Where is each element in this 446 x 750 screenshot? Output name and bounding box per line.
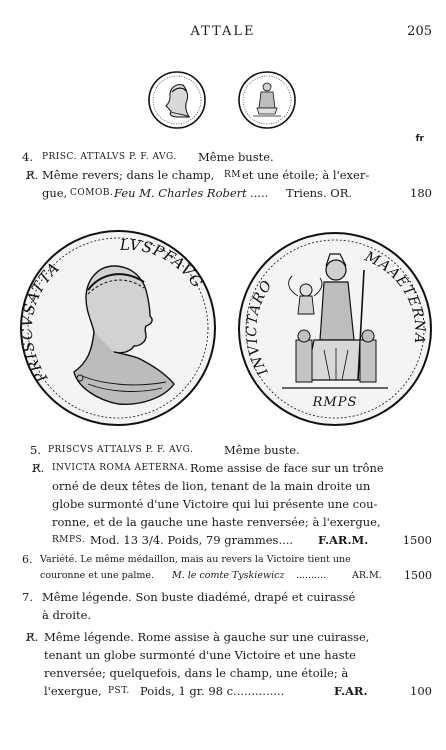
obverse-legend-left: PRISCVSATTA — [18, 258, 64, 386]
entry-description: Même buste. — [198, 150, 274, 164]
entry-4-line — [0, 148, 446, 166]
entry-4-reverse-line-1 — [0, 166, 446, 184]
grade-metal: F.AR. — [334, 684, 368, 698]
page-header-title: ATTALE — [190, 24, 256, 39]
reverse-legend-right: MAAETERNA — [362, 248, 428, 346]
obverse-legend: PRISCVS ATTALVS P. F. AVG. — [48, 445, 194, 455]
exergue-mark: PST. — [108, 686, 130, 696]
exergue-mark: RMPS. — [52, 535, 86, 545]
variety-text: couronne et une palme. — [40, 570, 155, 581]
entry-number: 6. — [22, 553, 33, 566]
reverse-text: globe surmonté d'une Victoire qui lui présente une cou- — [52, 497, 378, 511]
entry-description: Même buste. — [224, 443, 300, 457]
grade-metal: F.AR.M. — [318, 533, 369, 547]
entry-4-reverse-line-2 — [0, 184, 446, 202]
reverse-symbol: R̸. — [32, 461, 45, 475]
collection-owner: M. le comte Tyskiewicz — [172, 570, 285, 581]
field-mark: RM — [224, 170, 241, 180]
leader-dots: .......... — [296, 570, 327, 581]
reverse-symbol: R̸. — [26, 630, 39, 644]
margin-note: fr — [415, 134, 424, 144]
entry-7-reverse-line-3 — [0, 664, 446, 682]
obverse-description: à droite. — [42, 608, 92, 622]
variety-text: Variété. Le même médaillon, mais au revers la Victoire tient une — [40, 554, 351, 565]
medallion-reverse-image — [236, 230, 434, 428]
leader-dots: ..... — [250, 186, 269, 200]
entry-number: 5. — [30, 443, 41, 457]
reverse-legend-left: INVICTARO — [244, 277, 276, 379]
entry-7-line-1 — [0, 588, 446, 606]
obverse-description: Même légende. Son buste diadémé, drapé et cuirassé — [42, 590, 356, 604]
reverse-text: gue, — [42, 186, 68, 200]
reverse-text: tenant un globe surmonté d'une Victoire et une haste — [44, 648, 356, 662]
reverse-text: Même légende. Rome assise à gauche sur une cuirasse, — [44, 630, 370, 644]
reverse-text-end: et une étoile; à l'exer- — [242, 168, 370, 182]
obverse-legend: PRISC. ATTALVS P. F. AVG. — [42, 152, 177, 162]
entry-7-line-2 — [0, 606, 446, 624]
obverse-legend-right: LVSPFAVG — [119, 235, 207, 292]
grade-metal: AR.M. — [352, 570, 382, 581]
reverse-text: l'exergue, — [44, 684, 102, 698]
reverse-text: Même revers; dans le champ, — [42, 168, 215, 182]
reverse-text: renversée; quelquefois, dans le champ, une étoile; à — [44, 666, 349, 680]
small-coin-obverse-image — [147, 70, 207, 130]
entry-7-reverse-line-1 — [0, 628, 446, 646]
entry-5-reverse-line-3 — [0, 495, 446, 513]
entry-7-reverse-line-4 — [0, 682, 446, 700]
reverse-exergue: RMPS — [312, 395, 358, 410]
page-number: 205 — [407, 24, 432, 39]
entry-5-reverse-line-2 — [0, 477, 446, 495]
denomination-metal: Triens. OR. — [286, 186, 353, 200]
price: 1500 — [402, 533, 432, 547]
entry-number: 4. — [22, 150, 33, 164]
entry-7-reverse-line-2 — [0, 646, 446, 664]
entry-5-line — [0, 441, 446, 459]
weight: Poids, 1 gr. 98 c.............. — [140, 684, 285, 698]
reverse-legend: INVICTA ROMA AETERNA. — [52, 463, 189, 473]
reverse-text: Rome assise de face sur un trône — [190, 461, 384, 475]
collection-owner: Feu M. Charles Robert — [114, 186, 247, 200]
price: 1500 — [404, 569, 432, 582]
entry-5-reverse-line-5 — [0, 531, 446, 549]
entry-5-reverse-line-1 — [0, 459, 446, 477]
entry-6-line-2 — [0, 567, 446, 585]
medallion-obverse-image — [18, 228, 218, 428]
reverse-text: orné de deux têtes de lion, tenant de la main droite un — [52, 479, 371, 493]
small-coin-reverse-image — [237, 70, 297, 130]
module-weight: Mod. 13 3/4. Poids, 79 grammes.... — [90, 533, 294, 547]
reverse-text: ronne, et de la gauche une haste renversée; à l'exergue, — [52, 515, 381, 529]
price: 100 — [410, 684, 432, 698]
reverse-symbol: R̸. — [26, 168, 39, 182]
entry-5-reverse-line-4 — [0, 513, 446, 531]
entry-number: 7. — [22, 590, 33, 604]
price: 180 — [410, 186, 432, 200]
exergue-mark: COMOB. — [70, 188, 114, 198]
